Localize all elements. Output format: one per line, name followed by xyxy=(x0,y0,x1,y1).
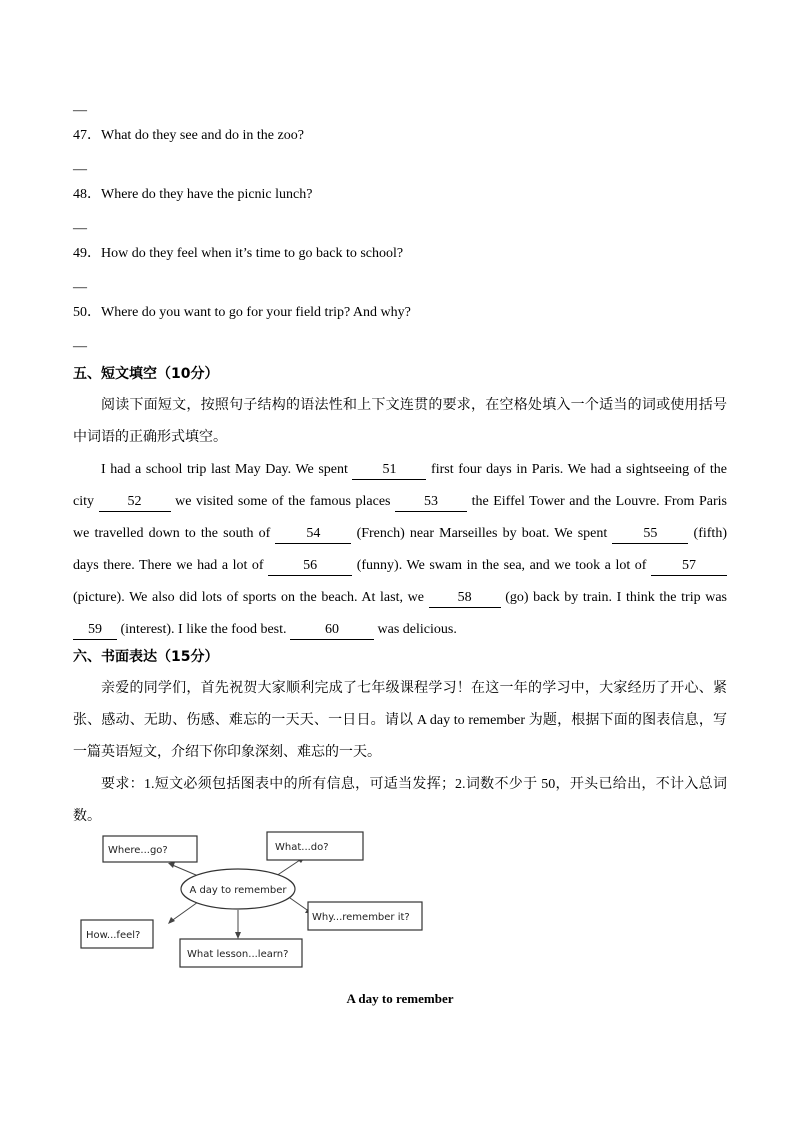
box-where-label: Where...go? xyxy=(108,845,168,856)
blank-58[interactable]: 58 xyxy=(429,589,501,608)
center-label: A day to remember xyxy=(189,885,287,896)
blank-54[interactable]: 54 xyxy=(275,525,351,544)
blank-60[interactable]: 60 xyxy=(290,621,374,640)
question-text: Where do they have the picnic lunch? xyxy=(101,187,313,202)
arrowhead-icon xyxy=(168,917,175,924)
cloze-passage xyxy=(73,454,727,646)
answer-line: — xyxy=(73,339,87,354)
section-five-instruction: 阅读下面短文，按照句子结构的语法性和上下文连贯的要求，在空格处填入一个适当的词或使用括号中词语的正确形式填空。 xyxy=(73,398,727,445)
question-text: What do they see and do in the zoo? xyxy=(101,128,304,143)
arrowhead-icon xyxy=(168,862,175,868)
blank-57[interactable]: 57 xyxy=(651,557,727,576)
passage-text: (fifth) days there. There we had a lot of xyxy=(73,526,727,573)
passage-text: the Eiffel Tower and the Louvre. From Paris we travelled down to the south of xyxy=(73,494,727,541)
box-what-label: What...do? xyxy=(275,842,329,853)
passage-text: I had a school trip last May Day. We spent xyxy=(101,462,353,477)
question-number: 49 xyxy=(73,246,87,261)
question-text: Where do you want to go for your field trip? And why? xyxy=(101,305,411,320)
section-six-title: 六、书面表达（15分） xyxy=(73,649,219,665)
section-six-intro: 亲爱的同学们，首先祝贺大家顺利完成了七年级课程学习！在这一年的学习中，大家经历了开心、紧张、感动、无助、伤感、难忘的一天天、一日日。请以 A day to remember 为题，根据下面的图表信息，写一篇英语短文，介绍下你印象深刻、难忘的一天。 xyxy=(73,681,727,760)
blank-59[interactable]: 59 xyxy=(73,621,117,640)
answer-line: — xyxy=(73,221,87,236)
answer-line: — xyxy=(73,103,87,118)
blank-52[interactable]: 52 xyxy=(99,493,171,512)
passage-text: we visited some of the famous places xyxy=(170,494,396,509)
question-text: How do they feel when it’s time to go back to school? xyxy=(101,246,404,261)
box-lesson-label: What lesson...learn? xyxy=(187,949,289,960)
blank-53[interactable]: 53 xyxy=(395,493,467,512)
box-why-label: Why...remember it? xyxy=(312,912,410,923)
blank-51[interactable]: 51 xyxy=(352,461,426,480)
section-five-body xyxy=(73,390,727,646)
question-47: 47．What do they see and do in the zoo? xyxy=(73,128,304,143)
answer-line: — xyxy=(73,162,87,177)
question-number: 47 xyxy=(73,128,87,143)
answer-line: — xyxy=(73,280,87,295)
question-49: 49．How do they feel when it’s time to go back to school? xyxy=(73,246,404,261)
blank-56[interactable]: 56 xyxy=(268,557,352,576)
passage-text: first four days in Paris. We had a sightseeing of the city xyxy=(73,462,727,509)
passage-text: (picture). We also did lots of sports on the beach. At last, we xyxy=(73,590,429,605)
mind-map-diagram xyxy=(78,826,428,978)
section-six-requirements: 要求：1.短文必须包括图表中的所有信息，可适当发挥；2.词数不少于 50，开头已给出，不计入总词数。 xyxy=(73,777,727,824)
connector-how xyxy=(170,902,198,922)
arrowhead-icon xyxy=(235,932,241,939)
passage-text: (funny). We swam in the sea, and we took a lot of xyxy=(352,558,651,573)
question-50: 50．Where do you want to go for your field trip? And why? xyxy=(73,305,411,320)
passage-text: (interest). I like the food best. xyxy=(117,622,291,637)
passage-text: (French) near Marseilles by boat. We spent xyxy=(351,526,613,541)
question-48: 48．Where do they have the picnic lunch? xyxy=(73,187,313,202)
section-six-body xyxy=(73,673,727,833)
blank-55[interactable]: 55 xyxy=(612,525,688,544)
diagram-caption: A day to remember xyxy=(346,991,454,1006)
box-how-label: How...feel? xyxy=(86,930,141,941)
question-number: 48 xyxy=(73,187,87,202)
passage-text: was delicious. xyxy=(374,622,457,637)
section-five-title: 五、短文填空（10分） xyxy=(73,366,219,382)
passage-text: (go) back by train. I think the trip was xyxy=(500,590,727,605)
question-number: 50 xyxy=(73,305,87,320)
